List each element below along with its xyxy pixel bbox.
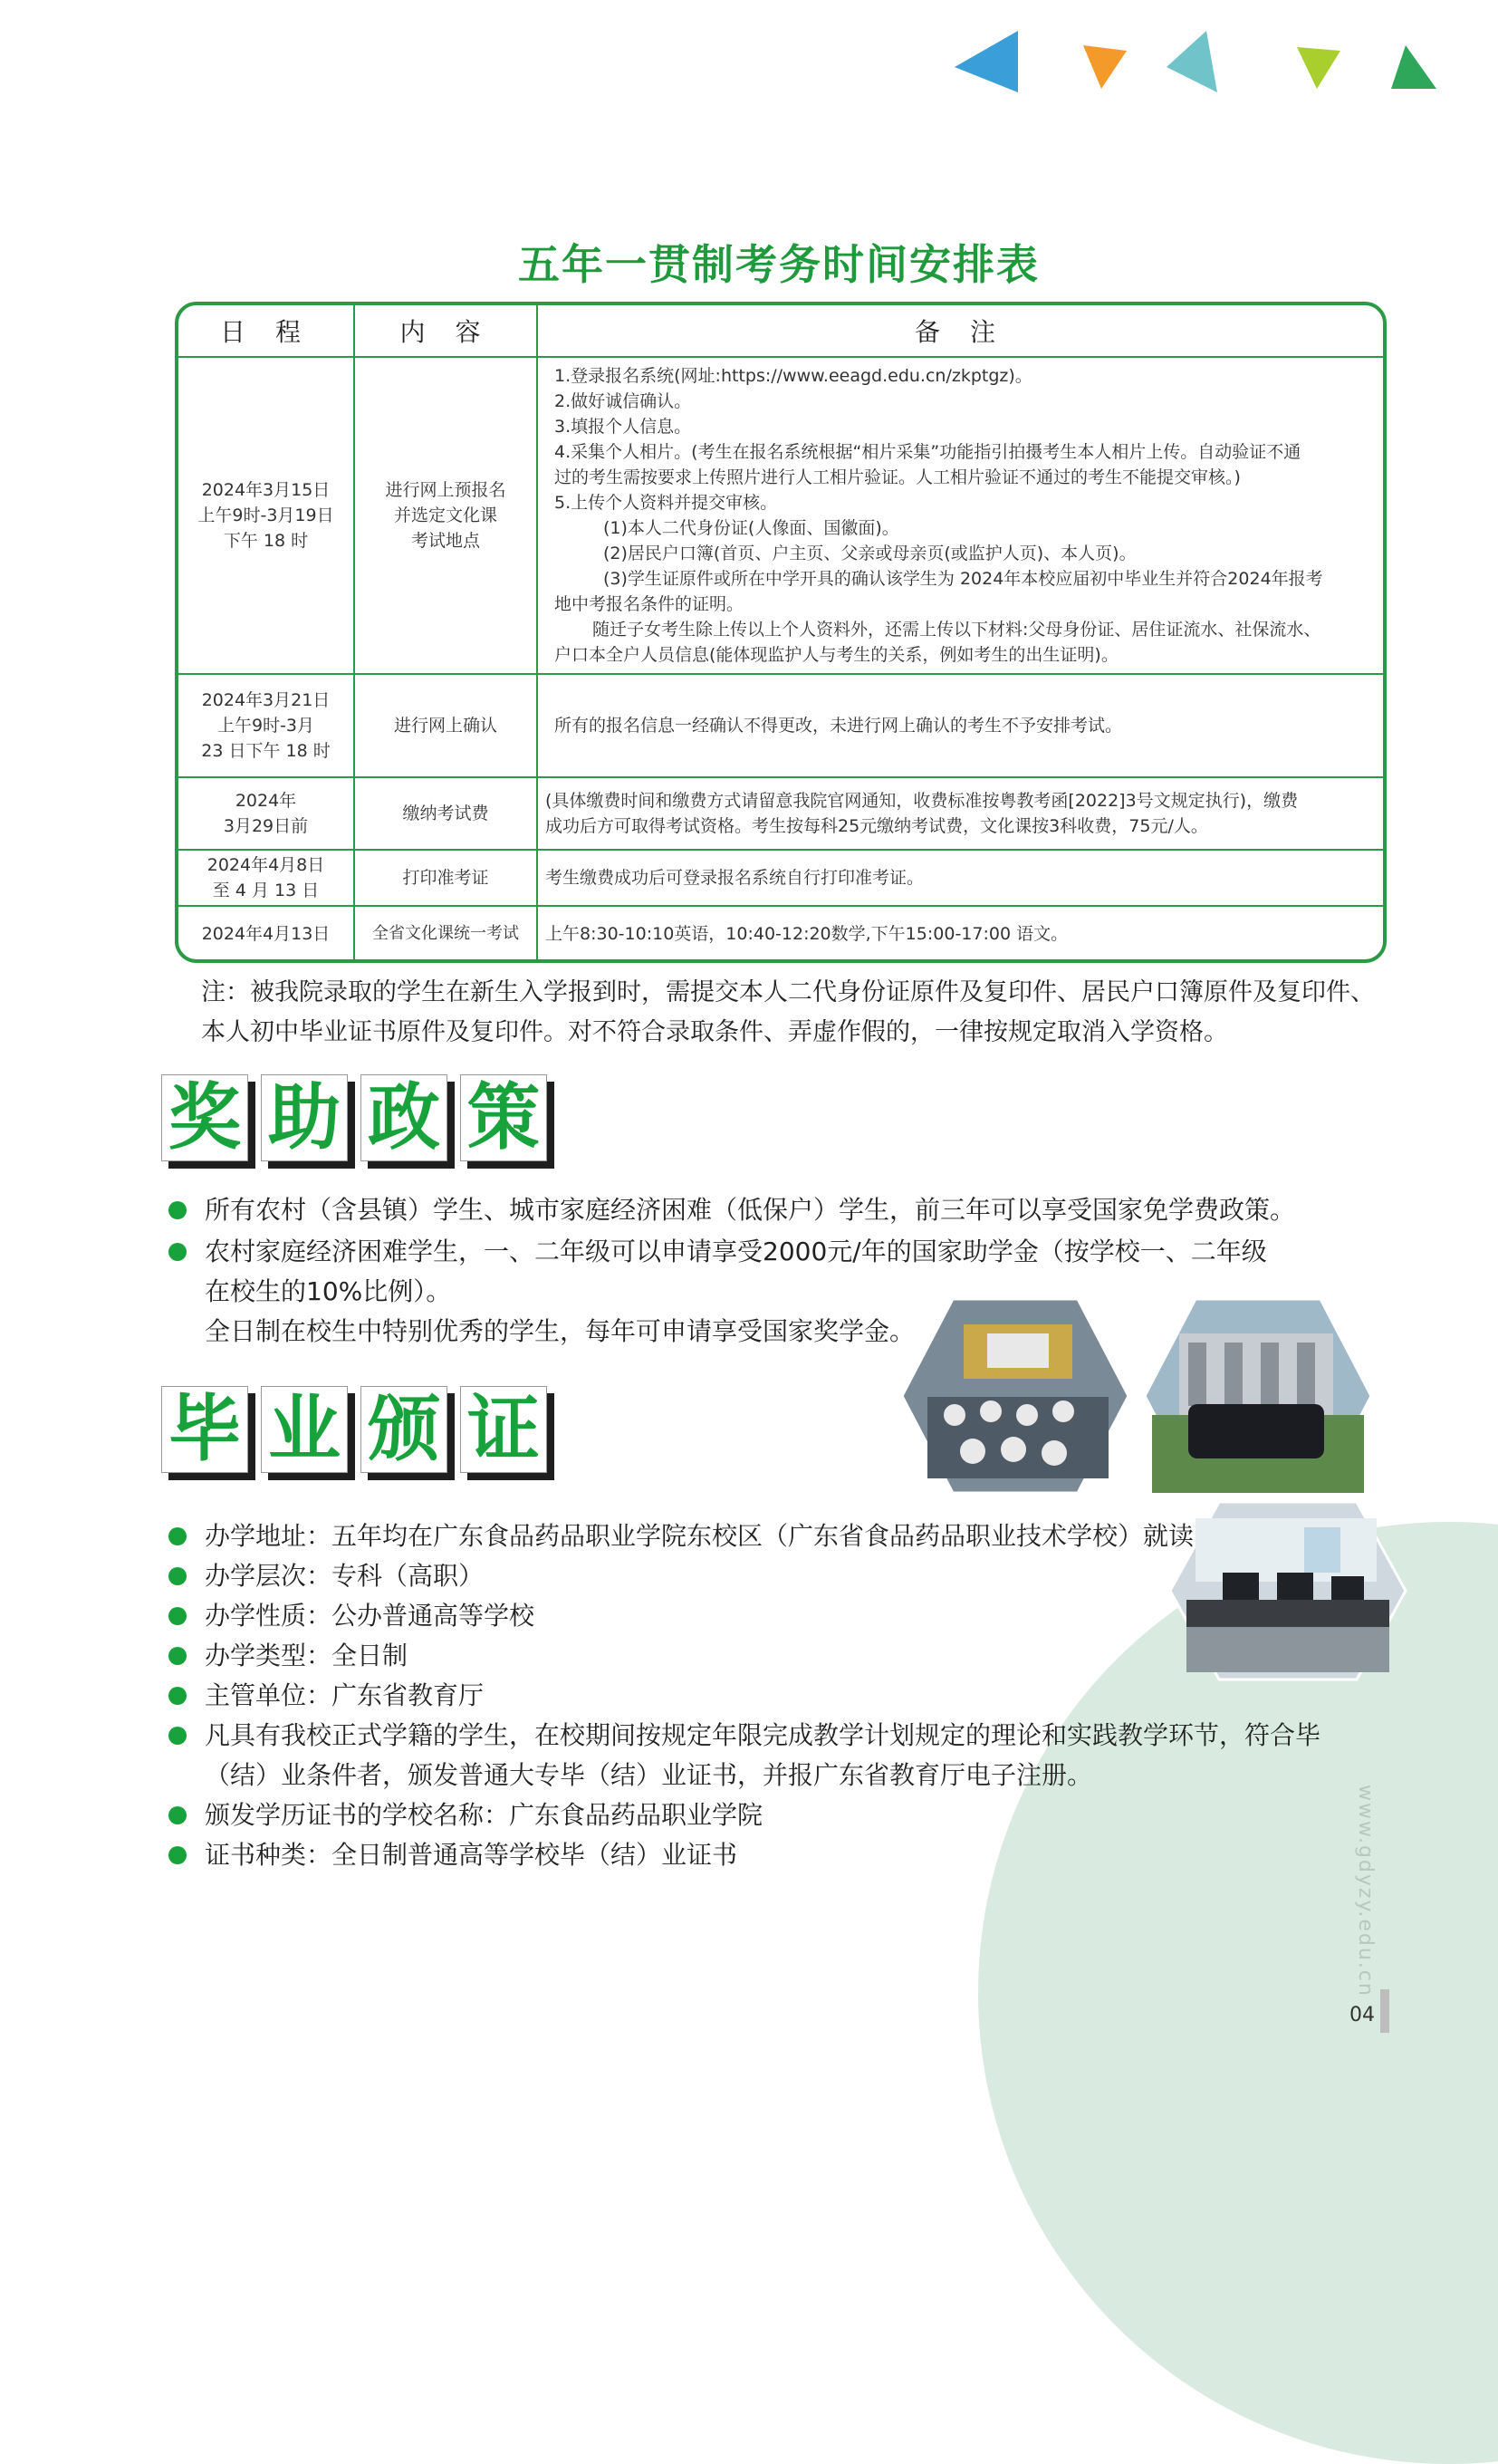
bullet-dot-icon (168, 1727, 187, 1745)
triangle-green (1391, 45, 1436, 89)
table-row (178, 850, 1383, 906)
header-notes: 备 注 (537, 305, 1383, 357)
list-item: 办学层次：专科（高职） (178, 1556, 1355, 1596)
header-date: 日 程 (178, 305, 354, 357)
list-item: 办学类型：全日制 (178, 1636, 1355, 1676)
row4-content: 打印准考证 (354, 850, 537, 906)
heading-char: 毕 (161, 1386, 248, 1473)
list-item: 办学性质：公办普通高等学校 (178, 1596, 1355, 1636)
row4-date: 2024年4月8日 至 4 月 13 日 (178, 850, 354, 906)
row2-notes: 所有的报名信息一经确认不得更改，未进行网上确认的考生不予安排考试。 (537, 674, 1383, 777)
bullet-dot-icon (168, 1687, 187, 1705)
row2-content: 进行网上确认 (354, 674, 537, 777)
section-heading-scholarship (161, 1074, 547, 1161)
triangle-lime (1297, 47, 1340, 89)
row1-content: 进行网上预报名 并选定文化课 考试地点 (354, 357, 537, 674)
bullet-dot-icon (168, 1243, 187, 1261)
header-content: 内 容 (354, 305, 537, 357)
row2-date: 2024年3月21日 上午9时-3月 23 日下午 18 时 (178, 674, 354, 777)
list-item: 凡具有我校正式学籍的学生，在校期间按规定年限完成教学计划规定的理论和实践教学环节，符合毕 （结）业条件者，颁发普通大专毕（结）业证书，并报广东省教育厅电子注册。 (178, 1716, 1355, 1795)
row3-notes: (具体缴费时间和缴费方式请留意我院官网通知，收费标准按粤教考函[2022]3号文规定执行)，缴费 成功后方可取得考试资格。考生按每科25元缴纳考试费，文化课按3科收费，75元/人。 (537, 777, 1383, 850)
list-item: 办学地址：五年均在广东食品药品职业学院东校区（广东省食品药品职业技术学校）就读 (178, 1516, 1355, 1556)
list-item: 颁发学历证书的学校名称：广东食品药品职业学院 (178, 1795, 1355, 1835)
row4-notes: 考生缴费成功后可登录报名系统自行打印准考证。 (537, 850, 1383, 906)
row5-content: 全省文化课统一考试 (354, 906, 537, 960)
bullet-dot-icon (168, 1846, 187, 1864)
page-bar (1380, 1989, 1389, 2033)
photo-graduation (1143, 1297, 1373, 1495)
heading-char: 策 (460, 1074, 547, 1161)
decor-triangles (942, 25, 1449, 98)
page-title: 五年一贯制考务时间安排表 (518, 240, 1040, 289)
bullet-dot-icon (168, 1527, 187, 1545)
heading-char: 助 (261, 1074, 348, 1161)
table-row (178, 906, 1383, 960)
heading-char: 业 (261, 1386, 348, 1473)
list-item: 证书种类：全日制普通高等学校毕（结）业证书 (178, 1835, 1355, 1875)
graduation-list (178, 1516, 1355, 1875)
heading-char: 政 (360, 1074, 447, 1161)
side-website-url: www.gdyzy.edu.cn (1354, 1785, 1377, 1997)
bullet-dot-icon (168, 1567, 187, 1585)
row5-notes: 上午8:30-10:10英语，10:40-12:20数学,下午15:00-17:00 语文。 (537, 906, 1383, 960)
photo-classroom (900, 1297, 1130, 1495)
bullet-dot-icon (168, 1806, 187, 1824)
heading-char: 奖 (161, 1074, 248, 1161)
row5-date: 2024年4月13日 (178, 906, 354, 960)
heading-char: 颁 (360, 1386, 447, 1473)
row1-notes: 1.登录报名系统(网址:https://www.eeagd.edu.cn/zkptgz)。 2.做好诚信确认。 3.填报个人信息。 4.采集个人相片。(考生在报名系统根据“相片采集”功能指引拍摄考生本人相片上传。自动验证不通 过的考生需按要求上传照片进行人工相片验证。人工相片验证不通过的考生不能提交审核。) 5.上传个人资料并提交审核。 (1)本人二代身份证(人像面、国徽面)。 (2)居民户口簿(首页、户主页、父亲或母亲页(或监护人页)、本人页)。 (3)学生证原件或所在中学开具的确认该学生为 2024年本校应届初中毕业生并符合2024年报考 地中考报名条件的证明。 随迁子女考生除上传以上个人资料外，还需上传以下材料:父母身份证、居住证流水、社保流水、 户口本全户人员信息(能体现监护人与考生的关系，例如考生的出生证明)。 (537, 357, 1383, 674)
row1-date: 2024年3月15日 上午9时-3月19日 下午 18 时 (178, 357, 354, 674)
triangle-teal (1167, 31, 1217, 92)
table-row (178, 674, 1383, 777)
schedule-table (175, 302, 1387, 963)
row3-content: 缴纳考试费 (354, 777, 537, 850)
table-row (178, 357, 1383, 674)
list-item: 农村家庭经济困难学生，一、二年级可以申请享受2000元/年的国家助学金（按学校一、二年级 在校生的10%比例）。 全日制在校生中特别优秀的学生，每年可申请享受国家奖学金。 (178, 1232, 1355, 1352)
list-item: 主管单位：广东省教育厅 (178, 1676, 1355, 1716)
footnote: 注：被我院录取的学生在新生入学报到时，需提交本人二代身份证原件及复印件、居民户口簿原件及复印件、 本人初中毕业证书原件及复印件。对不符合录取条件、弄虚作假的，一律按规定取消入学资格。 (201, 978, 1375, 1046)
row3-date: 2024年 3月29日前 (178, 777, 354, 850)
list-item: 所有农村（含县镇）学生、城市家庭经济困难（低保户）学生，前三年可以享受国家免学费政策。 (178, 1190, 1355, 1230)
section-heading-graduation (161, 1386, 547, 1473)
heading-char: 证 (460, 1386, 547, 1473)
bullet-dot-icon (168, 1607, 187, 1625)
triangle-orange (1083, 45, 1127, 89)
bullet-dot-icon (168, 1647, 187, 1665)
page-number: 04 (1349, 2004, 1375, 2026)
triangle-blue (955, 31, 1018, 92)
table-row (178, 777, 1383, 850)
bullet-dot-icon (168, 1201, 187, 1219)
